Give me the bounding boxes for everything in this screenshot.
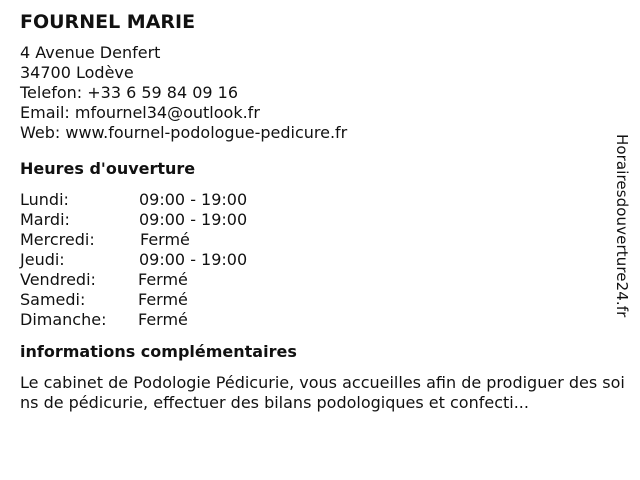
hours-value: Fermé bbox=[140, 230, 190, 249]
hours-value: 09:00 - 19:00 bbox=[139, 210, 248, 229]
hours-value: Fermé bbox=[138, 270, 188, 289]
day-label: Samedi: bbox=[20, 290, 86, 309]
hours-row-samedi bbox=[20, 290, 620, 310]
hours-row-mercredi bbox=[20, 230, 620, 250]
hours-value: 09:00 - 19:00 bbox=[139, 250, 248, 269]
hours-value: Fermé bbox=[138, 310, 188, 329]
address-line-1: 4 Avenue Denfert bbox=[20, 43, 161, 62]
email-line: Email: mfournel34@outlook.fr bbox=[20, 103, 260, 122]
day-label: Dimanche: bbox=[20, 310, 107, 329]
hours-heading: Heures d'ouverture bbox=[20, 159, 196, 178]
hours-row-jeudi bbox=[20, 250, 620, 270]
day-label: Mardi: bbox=[20, 210, 70, 229]
info-heading: informations complémentaires bbox=[20, 342, 297, 361]
hours-value: 09:00 - 19:00 bbox=[139, 190, 248, 209]
phone-line: Telefon: +33 6 59 84 09 16 bbox=[20, 83, 239, 102]
web-line: Web: www.fournel-podologue-pedicure.fr bbox=[20, 123, 348, 142]
info-description: Le cabinet de Podologie Pédicurie, vous accueilles afin de prodiguer des soins de pédicurie, effectuer des bilans podologiques et confecti... bbox=[20, 373, 625, 412]
hours-row-dimanche bbox=[20, 310, 620, 330]
day-label: Mercredi: bbox=[20, 230, 95, 249]
address-line-2: 34700 Lodève bbox=[20, 63, 134, 82]
day-label: Jeudi: bbox=[20, 250, 65, 269]
hours-table bbox=[20, 190, 620, 330]
day-label: Lundi: bbox=[20, 190, 69, 209]
hours-row-mardi bbox=[20, 210, 620, 230]
hours-row-vendredi bbox=[20, 270, 620, 290]
brand-watermark: Horairesdouverture24.fr bbox=[613, 134, 631, 318]
hours-value: Fermé bbox=[138, 290, 188, 309]
day-label: Vendredi: bbox=[20, 270, 96, 289]
hours-row-lundi bbox=[20, 190, 620, 210]
business-name: FOURNEL MARIE bbox=[20, 11, 196, 33]
